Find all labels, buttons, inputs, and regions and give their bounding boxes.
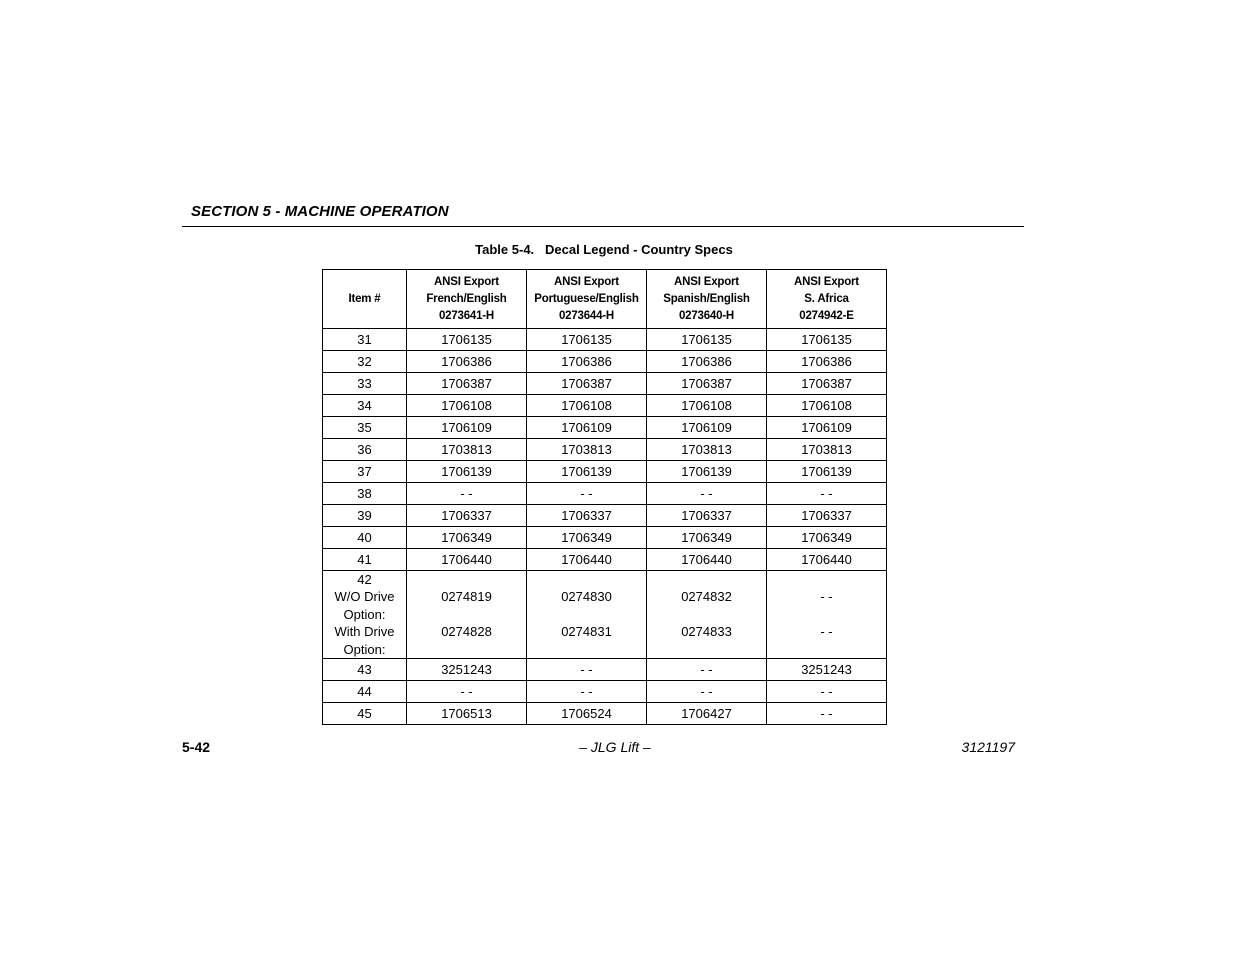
table-row (323, 329, 887, 351)
item-number-cell: 31 (323, 329, 407, 351)
part-number-cell: 1706349 (767, 527, 887, 549)
footer-title: – JLG Lift – (579, 739, 651, 755)
part-number-cell: 1706337 (527, 505, 647, 527)
part-number-cell: 1706109 (767, 417, 887, 439)
part-number-cell: 1706349 (407, 527, 527, 549)
table-row (323, 439, 887, 461)
part-number-cell: 1706135 (767, 329, 887, 351)
part-number-cell: - - (527, 681, 647, 703)
document-number: 3121197 (961, 739, 1015, 755)
with-drive-part-number: 0274833 (681, 624, 732, 640)
part-number-cell: 1703813 (527, 439, 647, 461)
part-number-cell: 1706109 (407, 417, 527, 439)
with-drive-part-number: - - (820, 624, 833, 640)
part-number-cell: 1706427 (647, 703, 767, 725)
part-number-cell: 1706386 (527, 351, 647, 373)
part-number-cell: 1706386 (407, 351, 527, 373)
column-header-line: ANSI Export (794, 275, 859, 288)
table-row (323, 505, 887, 527)
table-row (323, 703, 887, 725)
part-number-cell: 1706440 (407, 549, 527, 571)
column-header-line: French/English (426, 292, 507, 305)
column-header-line: ANSI Export (674, 275, 739, 288)
table-row (323, 417, 887, 439)
item-number-cell: 45 (323, 703, 407, 725)
without-drive-part-number: - - (820, 589, 833, 605)
part-number-cell: - - (767, 703, 887, 725)
table-row (323, 351, 887, 373)
item-number-cell: 41 (323, 549, 407, 571)
column-header-portuguese-english (527, 270, 647, 329)
column-header-line: ANSI Export (554, 275, 619, 288)
part-number-cell: 1706108 (407, 395, 527, 417)
with-drive-part-number: 0274831 (561, 624, 612, 640)
part-number-cell (647, 571, 767, 659)
part-number-cell: 1706349 (647, 527, 767, 549)
part-number-cell: 1706139 (767, 461, 887, 483)
part-number-cell: - - (407, 483, 527, 505)
table-row (323, 373, 887, 395)
item-number-cell: 32 (323, 351, 407, 373)
table-header-row (323, 270, 887, 329)
part-number-cell: 1706387 (647, 373, 767, 395)
part-number-cell: 1706109 (527, 417, 647, 439)
part-number-cell: 1706135 (647, 329, 767, 351)
part-number-cell: 1706337 (647, 505, 767, 527)
column-header-line: Portuguese/English (534, 292, 639, 305)
table-caption: Table 5-4. Decal Legend - Country Specs (475, 242, 733, 257)
item-line: W/O Drive (334, 589, 395, 605)
part-number-cell: 1706108 (527, 395, 647, 417)
spacer (527, 606, 646, 623)
without-drive-part-number: 0274830 (561, 589, 612, 605)
part-number-cell: - - (647, 483, 767, 505)
table-row (323, 549, 887, 571)
item-number-cell: 35 (323, 417, 407, 439)
part-number-cell (767, 571, 887, 659)
part-number-cell: 1706139 (527, 461, 647, 483)
part-number-cell (407, 571, 527, 659)
column-header-line: 0273644-H (558, 309, 615, 322)
part-number-cell: 1706139 (647, 461, 767, 483)
item-number-cell: 37 (323, 461, 407, 483)
with-drive-part-number: 0274828 (441, 624, 492, 640)
table-row (323, 527, 887, 549)
column-header-line: Item # (348, 292, 381, 305)
part-number-cell: - - (767, 483, 887, 505)
spacer (407, 606, 526, 623)
item-line: Option: (343, 606, 386, 622)
part-number-cell: - - (527, 483, 647, 505)
column-header-line: 0273641-H (438, 309, 495, 322)
part-number-cell: 1703813 (407, 439, 527, 461)
item-number-cell (323, 571, 407, 659)
item-line: Option: (343, 641, 386, 657)
item-number-cell: 39 (323, 505, 407, 527)
part-number-cell: - - (647, 659, 767, 681)
table-row (323, 659, 887, 681)
part-number-cell: 1706135 (407, 329, 527, 351)
column-header-south-africa (767, 270, 887, 329)
item-number-cell: 44 (323, 681, 407, 703)
part-number-cell: 1706109 (647, 417, 767, 439)
table-row (323, 395, 887, 417)
part-number-cell: - - (407, 681, 527, 703)
part-number-cell: 1706139 (407, 461, 527, 483)
part-number-cell (527, 571, 647, 659)
column-header-item (323, 270, 407, 329)
column-header-line: S. Africa (804, 292, 849, 305)
page-number: 5-42 (182, 739, 211, 755)
item-number-cell: 40 (323, 527, 407, 549)
part-number-cell: 1706440 (647, 549, 767, 571)
table-row (323, 571, 887, 659)
section-title: SECTION 5 - MACHINE OPERATION (191, 203, 449, 220)
item-number-cell: 34 (323, 395, 407, 417)
part-number-cell: 1706386 (647, 351, 767, 373)
column-header-line: ANSI Export (434, 275, 499, 288)
part-number-cell: 1706349 (527, 527, 647, 549)
item-number-cell: 43 (323, 659, 407, 681)
column-header-line: Spanish/English (663, 292, 750, 305)
without-drive-part-number: 0274832 (681, 589, 732, 605)
part-number-cell: - - (527, 659, 647, 681)
part-number-cell: - - (767, 681, 887, 703)
part-number-cell: 1706440 (527, 549, 647, 571)
without-drive-part-number: 0274819 (441, 589, 492, 605)
item-number-cell: 38 (323, 483, 407, 505)
spacer (647, 606, 766, 623)
part-number-cell: 1706337 (767, 505, 887, 527)
item-line: 42 (357, 572, 372, 587)
column-header-line: 0274942-E (799, 309, 854, 322)
part-number-cell: 1706135 (527, 329, 647, 351)
part-number-cell: 1703813 (647, 439, 767, 461)
item-number-cell: 36 (323, 439, 407, 461)
part-number-cell: - - (647, 681, 767, 703)
part-number-cell: 1706387 (767, 373, 887, 395)
table-row (323, 461, 887, 483)
part-number-cell: 1706108 (767, 395, 887, 417)
part-number-cell: 1706513 (407, 703, 527, 725)
part-number-cell: 3251243 (767, 659, 887, 681)
table-row (323, 681, 887, 703)
item-line: With Drive (334, 624, 395, 640)
part-number-cell: 3251243 (407, 659, 527, 681)
part-number-cell: 1706387 (527, 373, 647, 395)
part-number-cell: 1706440 (767, 549, 887, 571)
part-number-cell: 1706337 (407, 505, 527, 527)
column-header-french-english (407, 270, 527, 329)
column-header-line: 0273640-H (678, 309, 735, 322)
item-number-cell: 33 (323, 373, 407, 395)
part-number-cell: 1703813 (767, 439, 887, 461)
spacer (767, 606, 886, 623)
part-number-cell: 1706387 (407, 373, 527, 395)
decal-legend-table (322, 269, 887, 725)
part-number-cell: 1706386 (767, 351, 887, 373)
column-header-spanish-english (647, 270, 767, 329)
part-number-cell: 1706524 (527, 703, 647, 725)
part-number-cell: 1706108 (647, 395, 767, 417)
header-divider (182, 226, 1024, 227)
table-row (323, 483, 887, 505)
